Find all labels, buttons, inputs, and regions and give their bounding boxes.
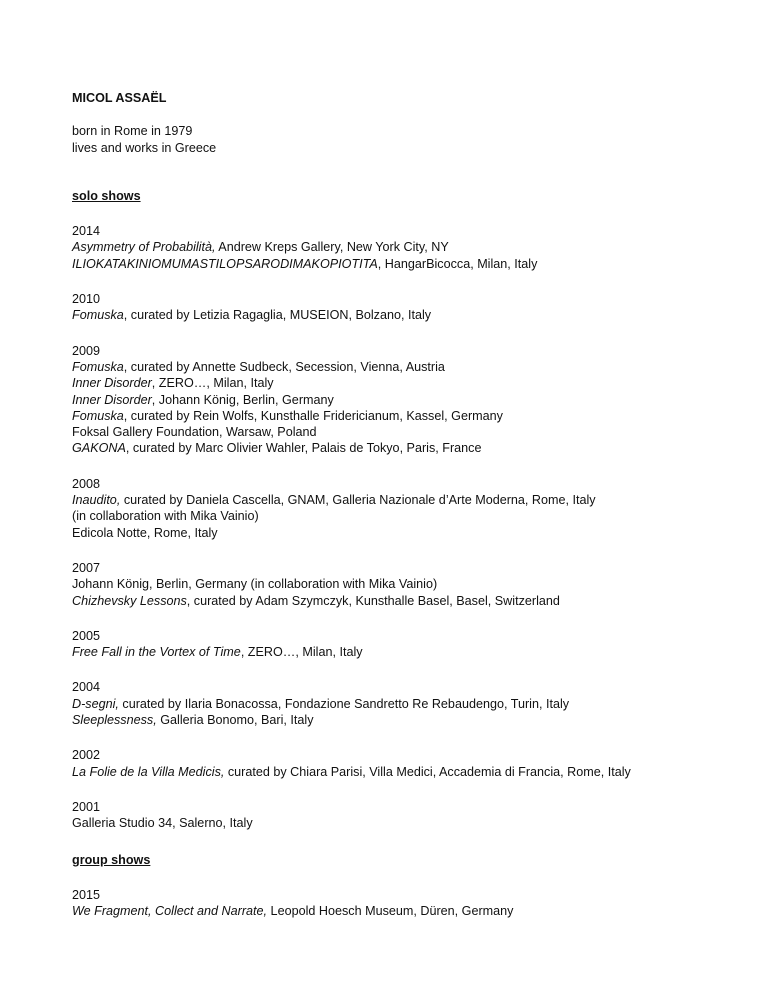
exhibition-details: curated by Ilaria Bonacossa, Fondazione Sandretto Re Rebaudengo, Turin, Italy [118,696,570,711]
year-label: 2009 [72,343,101,358]
exhibition-entry [72,375,728,391]
year-label: 2005 [72,628,101,643]
year-block [72,223,728,272]
exhibition-entry [72,903,728,919]
exhibition-details: , Johann König, Berlin, Germany [151,392,334,407]
exhibition-entry [72,492,728,508]
exhibition-title: ILIOKATAKINIOMUMASTILOPSARODIMAKOPIOTITA [72,256,378,271]
solo-shows-heading: solo shows [72,188,141,203]
year-block [72,679,728,728]
exhibition-details: , ZERO…, Milan, Italy [151,376,274,391]
exhibition-details: , curated by Letizia Ragaglia, MUSEION, Bolzano, Italy [123,308,432,323]
exhibition-entry [72,424,728,440]
group-shows-heading: group shows [72,852,151,867]
exhibition-details: (in collaboration with Mika Vainio) [72,509,259,524]
exhibition-title: Asymmetry of Probabilità, [72,240,216,255]
year-label: 2015 [72,887,101,902]
year-block [72,291,728,324]
year-label: 2007 [72,560,101,575]
exhibition-title: Fomuska [72,308,124,323]
year-label: 2010 [72,292,101,307]
exhibition-details: curated by Daniela Cascella, GNAM, Galleria Nazionale d’Arte Moderna, Rome, Italy [120,493,596,508]
exhibition-details: Edicola Notte, Rome, Italy [72,525,218,540]
bio-line: lives and works in Greece [72,140,217,155]
year-block [72,887,728,920]
exhibition-details: Galleria Studio 34, Salerno, Italy [72,816,253,831]
exhibition-details: , ZERO…, Milan, Italy [240,645,363,660]
exhibition-entry [72,440,728,456]
exhibition-entry [72,525,728,541]
exhibition-entry [72,644,728,660]
exhibition-title: We Fragment, Collect and Narrate, [72,904,268,919]
exhibition-entry [72,576,728,592]
exhibition-details: Galleria Bonomo, Bari, Italy [156,713,314,728]
exhibition-entry [72,593,728,609]
exhibition-entry [72,256,728,272]
exhibition-entry [72,239,728,255]
exhibition-title: Inner Disorder [72,376,152,391]
exhibition-details: , curated by Rein Wolfs, Kunsthalle Fridericianum, Kassel, Germany [123,408,503,423]
exhibition-title: Free Fall in the Vortex of Time [72,645,241,660]
exhibition-details: Leopold Hoesch Museum, Düren, Germany [267,904,514,919]
exhibition-entry [72,764,728,780]
exhibition-entry [72,408,728,424]
exhibition-entry [72,307,728,323]
exhibition-details: , curated by Adam Szymczyk, Kunsthalle Basel, Basel, Switzerland [186,593,560,608]
year-block [72,560,728,609]
exhibition-title: Sleeplessness, [72,713,157,728]
year-block [72,747,728,780]
exhibition-title: Fomuska [72,359,124,374]
year-label: 2014 [72,224,101,239]
bio-line: born in Rome in 1979 [72,124,193,139]
exhibition-title: Chizhevsky Lessons [72,593,187,608]
artist-name: MICOL ASSAËL [72,91,167,105]
exhibition-details: Andrew Kreps Gallery, New York City, NY [215,240,449,255]
year-label: 2008 [72,476,101,491]
year-label: 2004 [72,680,101,695]
exhibition-title: Fomuska [72,408,124,423]
year-label: 2002 [72,748,101,763]
year-block [72,799,728,832]
exhibition-details: Foksal Gallery Foundation, Warsaw, Poland [72,425,317,440]
exhibition-entry [72,359,728,375]
cv-content [72,90,728,919]
year-block [72,628,728,661]
exhibition-details: , HangarBicocca, Milan, Italy [377,256,538,271]
group-shows-list [72,887,728,920]
exhibition-details: , curated by Marc Olivier Wahler, Palais de Tokyo, Paris, France [125,441,482,456]
exhibition-title: D-segni, [72,696,119,711]
exhibition-title: Inaudito, [72,493,121,508]
exhibition-entry [72,392,728,408]
exhibition-title: La Folie de la Villa Medicis, [72,764,225,779]
exhibition-details: , curated by Annette Sudbeck, Secession, Vienna, Austria [123,359,445,374]
artist-bio [72,123,728,156]
exhibition-entry [72,815,728,831]
exhibition-title: Inner Disorder [72,392,152,407]
year-block [72,343,728,457]
exhibition-entry [72,712,728,728]
exhibition-title: GAKONA [72,441,126,456]
exhibition-details: curated by Chiara Parisi, Villa Medici, Accademia di Francia, Rome, Italy [224,764,631,779]
exhibition-details: Johann König, Berlin, Germany (in collaboration with Mika Vainio) [72,577,438,592]
year-label: 2001 [72,799,101,814]
exhibition-entry [72,508,728,524]
year-block [72,476,728,541]
solo-shows-list [72,223,728,831]
exhibition-entry [72,696,728,712]
